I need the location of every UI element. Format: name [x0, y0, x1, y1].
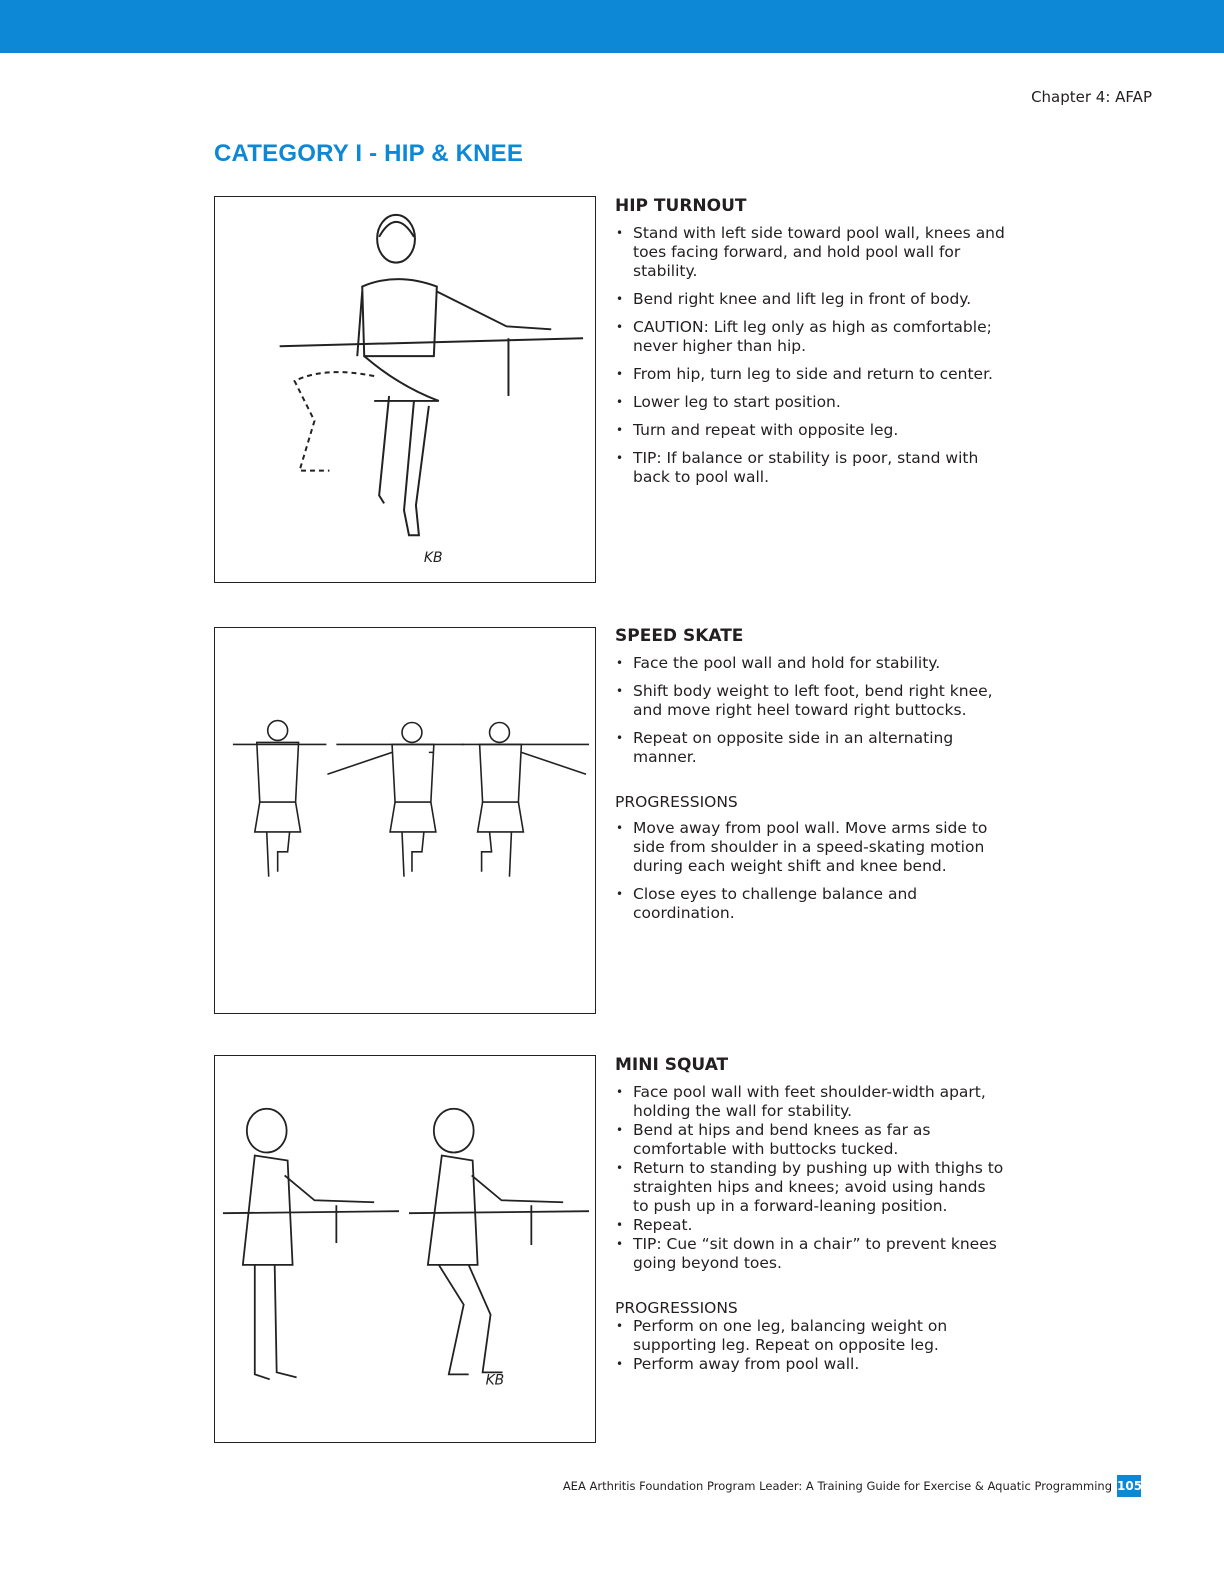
category-title: CATEGORY I - HIP & KNEE [214, 140, 524, 167]
list-item: • From hip, turn leg to side and return to center. [615, 365, 1005, 384]
list-item: • CAUTION: Lift leg only as high as comfortable; never higher than hip. [615, 318, 1005, 356]
footer-title: AEA Arthritis Foundation Program Leader: A Training Guide for Exercise & Aquatic Programming [562, 1479, 1112, 1493]
page-number: 105 [1117, 1475, 1141, 1497]
list-item: • Face the pool wall and hold for stability. [615, 654, 1005, 673]
section-mini-squat [615, 1055, 1005, 1374]
speed-skate-illustration [214, 627, 596, 1014]
figure-3 [462, 723, 589, 877]
list-item: • Return to standing by pushing up with thighs to straighten hips and knees; avoid using hands to push up in a forward-leaning position. [615, 1159, 1005, 1216]
list-item: • Face pool wall with feet shoulder-width apart, holding the wall for stability. [615, 1083, 1005, 1121]
list-item: • Repeat. [615, 1216, 1005, 1235]
list-item: • Close eyes to challenge balance and coordination. [615, 885, 1005, 923]
hip-turnout-illustration [214, 196, 596, 583]
list-item: • Move away from pool wall. Move arms side to side from shoulder in a speed-skating motion during each weight shift and knee bend. [615, 819, 1005, 876]
instruction-list [615, 224, 1005, 487]
squatting-figure [428, 1109, 563, 1389]
header-band [0, 0, 1224, 53]
list-item: • Lower leg to start position. [615, 393, 1005, 412]
list-item: • TIP: If balance or stability is poor, stand with back to pool wall. [615, 449, 1005, 487]
progressions-label: PROGRESSIONS [615, 793, 738, 811]
figure-1 [233, 721, 327, 877]
progression-list [615, 1317, 1005, 1374]
section-hip-turnout [615, 196, 1005, 496]
section-title: SPEED SKATE [615, 626, 744, 646]
list-item: • Stand with left side toward pool wall, knees and toes facing forward, and hold pool wall for stability. [615, 224, 1005, 281]
instruction-list [615, 654, 1005, 767]
instruction-list [615, 1083, 1005, 1273]
section-title: MINI SQUAT [615, 1055, 729, 1075]
chapter-label: Chapter 4: AFAP [1031, 88, 1152, 106]
list-item: • Perform on one leg, balancing weight on supporting leg. Repeat on opposite leg. [615, 1317, 1005, 1355]
list-item: • Turn and repeat with opposite leg. [615, 421, 1005, 440]
list-item: • TIP: Cue “sit down in a chair” to prevent knees going beyond toes. [615, 1235, 1005, 1273]
water-line [280, 338, 583, 346]
svg-text:KB: KB [485, 1372, 505, 1389]
mini-squat-illustration [214, 1055, 596, 1443]
figure-2 [327, 723, 463, 877]
progression-list [615, 819, 1005, 923]
section-speed-skate [615, 626, 1005, 932]
progressions-label: PROGRESSIONS [615, 1299, 738, 1317]
list-item: • Shift body weight to left foot, bend right knee, and move right heel toward right buttocks. [615, 682, 1005, 720]
list-item: • Bend at hips and bend knees as far as comfortable with buttocks tucked. [615, 1121, 1005, 1159]
list-item: • Repeat on opposite side in an alternating manner. [615, 729, 1005, 767]
list-item: • Bend right knee and lift leg in front of body. [615, 290, 1005, 309]
svg-text:KB: KB [423, 550, 443, 567]
standing-figure [243, 1109, 374, 1380]
section-title: HIP TURNOUT [615, 196, 747, 216]
list-item: • Perform away from pool wall. [615, 1355, 1005, 1374]
